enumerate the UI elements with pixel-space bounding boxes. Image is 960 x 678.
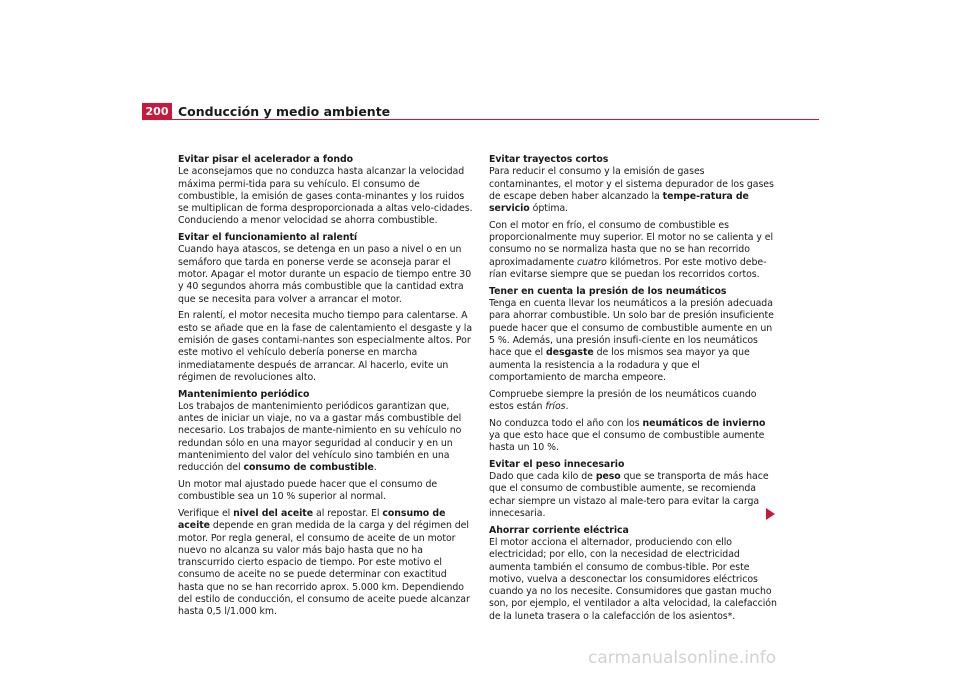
section-title: Evitar pisar el acelerador a fondo	[178, 154, 354, 165]
text-run: Los trabajos de mantenimiento periódicos garantizan que, antes de iniciar un viaje, no va a gastar más combustible del necesario. Los trabajos de mante-nimiento en su vehículo no redundan sólo en una mayor seguridad al conducir y en un mantenimiento del valor del vehículo sino también en una reducción del	[178, 400, 462, 474]
text-run: óptima.	[529, 203, 569, 215]
paragraph	[178, 401, 474, 475]
section-title: Tener en cuenta la presión de los neumáticos	[489, 285, 727, 297]
page-number: 200	[142, 103, 172, 120]
text-run: al repostar. El	[313, 507, 383, 519]
text-run: depende en gran medida de la carga y del régimen del motor. Por regla general, el consumo de aceite de un motor nuevo no alcanza su valor más bajo hasta que no ha transcurrido cierto espacio de tiempo. Por este motivo el consumo de aceite no se puede determinar con exactitud hasta que no se han recorrido aprox. 5.000 km. Dependiendo del estilo de conducción, el consumo de aceite puede alcanzar hasta 0,5 l/1.000 km.	[178, 520, 470, 618]
triangle-right-icon	[766, 508, 775, 520]
paragraph: Cuando haya atascos, se detenga en un paso a nivel o en un semáforo que tarda en ponerse verde se aconseja parar el motor. Apagar el motor durante un espacio de tiempo entre 30 y 40 segundos ahorra más combustible que la cantidad extra que se necesita para volver a arrancar el motor.	[178, 244, 472, 305]
text-run: que se transporta de más hace que el consumo de combustible aumente, se recomienda echar siempre un vistazo al male-tero para evitar la carga innecesaria.	[489, 471, 769, 519]
paragraph: En ralentí, el motor necesita mucho tiempo para calentarse. A esto se añade que en la fase de calentamiento el desgaste y la emisión de gases contami-nantes son especialmente altos. Por este motivo el vehículo debería ponerse en marcha inmediatamente después de arrancar. Al hacerlo, evite un régimen de revoluciones alto.	[178, 310, 473, 383]
text-run: kilómetros. Por este motivo debe-rían evitarse siempre que se puedan los recorridos cortos.	[489, 256, 767, 281]
section-title: Ahorrar corriente eléctrica	[489, 524, 629, 536]
paragraph	[489, 418, 779, 455]
page-title: Conducción y medio ambiente	[178, 104, 391, 119]
paragraph	[489, 471, 779, 520]
right-column	[489, 154, 779, 627]
text-run: .	[565, 400, 569, 412]
paragraph: Un motor mal ajustado puede hacer que el consumo de combustible sea un 10 % superior al normal.	[178, 478, 438, 503]
text-run: Tenga en cuenta llevar los neumáticos a la presión adecuada para ahorrar combustible. Un solo bar de presión insuficiente puede hacer que el consumo de combustible aumente en un 5 %. Además, una presión insufi-ciente en los neumáticos hace que el	[489, 298, 774, 359]
text-run: ya que esto hace que el consumo de combustible aumente hasta un 10 %.	[489, 429, 765, 454]
text-run: .	[373, 462, 377, 474]
paragraph: El motor acciona el alternador, produciendo con ello electricidad; por ello, con la necesidad de electricidad aumenta también el consumo de combus-tible. Por este motivo, vuelva a desconectar los consumidores eléctricos cuando ya no los necesite. Consumidores que gastan mucho son, por ejemplo, el ventilador a alta velocidad, la calefacción de la luneta trasera o la calefacción de los asientos*.	[489, 536, 777, 622]
bold-term: desgaste	[545, 347, 594, 359]
italic-term: fríos	[545, 400, 566, 412]
left-column	[178, 154, 474, 623]
paragraph	[489, 298, 779, 384]
section-title: Evitar el funcionamiento al ralentí	[178, 232, 358, 244]
text-run: Compruebe siempre la presión de los neumáticos cuando estos están	[489, 388, 757, 412]
text-run: Dado que cada kilo de	[489, 471, 596, 483]
bold-term: tempe-ratura de servicio	[489, 190, 749, 215]
watermark: carmanualsonline.info	[588, 648, 777, 668]
paragraph	[178, 508, 474, 619]
bold-term: peso	[595, 471, 621, 483]
paragraph	[489, 166, 779, 215]
text-run: Con el motor en frío, el consumo de combustible es proporcionalmente muy superior. El motor no se calienta y el consumo no se normaliza hasta que no se han recorrido aproximadamente	[489, 219, 774, 268]
header-rule	[142, 119, 819, 120]
bold-term: nivel del aceite	[233, 507, 314, 519]
section-title: Evitar el peso innecesario	[489, 458, 625, 470]
text-run: No conduzca todo el año con los	[489, 417, 643, 429]
bold-term: neumáticos de invierno	[642, 417, 766, 429]
bold-term: consumo de combustible	[243, 462, 374, 474]
bold-term: consumo de aceite	[178, 507, 446, 532]
paragraph	[489, 389, 779, 414]
text-run: Verifique el	[178, 507, 234, 519]
paragraph: Le aconsejamos que no conduzca hasta alcanzar la velocidad máxima permi-tida para su vehículo. El consumo de combustible, la emisión de gases conta-minantes y los ruidos se multiplican de forma desproporcionada a altas velo-cidades. Conduciendo a menor velocidad se ahorra combustible.	[178, 166, 473, 227]
section-title: Mantenimiento periódico	[178, 388, 310, 400]
text-run: de los mismos sea mayor ya que aumenta la resistencia a la rodadura y que el comportamiento de marcha empeore.	[489, 347, 750, 383]
italic-term: cuatro	[576, 256, 607, 268]
paragraph	[489, 220, 779, 281]
text-run: Para reducir el consumo y la emisión de gases contaminantes, el motor y el sistema depurador de los gases de escape deben haber alcanzado la	[489, 166, 774, 202]
section-title: Evitar trayectos cortos	[489, 154, 609, 165]
